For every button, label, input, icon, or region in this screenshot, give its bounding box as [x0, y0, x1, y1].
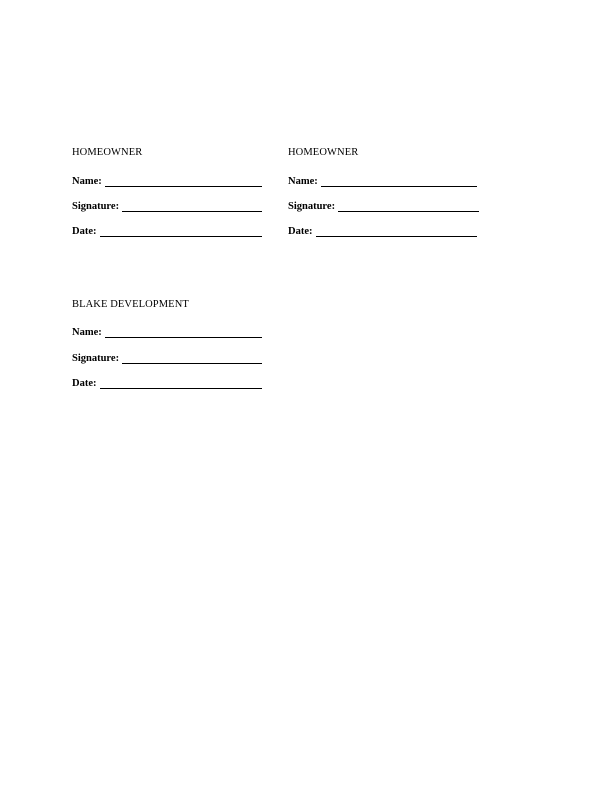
date-field[interactable] — [316, 225, 478, 237]
name-label: Name: — [288, 176, 318, 187]
name-label: Name: — [72, 176, 102, 187]
date-label: Date: — [72, 226, 97, 237]
signature-row — [72, 198, 262, 212]
name-row — [288, 173, 477, 187]
block-title: HOMEOWNER — [288, 147, 359, 158]
name-label: Name: — [72, 327, 102, 338]
homeowner-signature-block-2 — [288, 147, 479, 247]
date-row — [288, 223, 477, 237]
date-label: Date: — [72, 378, 97, 389]
name-field[interactable] — [105, 175, 262, 187]
signature-field[interactable] — [122, 200, 262, 212]
name-row — [72, 173, 262, 187]
signature-row — [72, 350, 262, 364]
signature-field[interactable] — [122, 352, 262, 364]
date-field[interactable] — [100, 377, 263, 389]
name-row — [72, 324, 262, 338]
homeowner-signature-block-1 — [72, 147, 262, 247]
block-title: BLAKE DEVELOPMENT — [72, 299, 189, 310]
signature-label: Signature: — [72, 353, 120, 364]
date-row — [72, 375, 262, 389]
signature-label: Signature: — [72, 201, 120, 212]
name-field[interactable] — [321, 175, 477, 187]
block-title: HOMEOWNER — [72, 147, 143, 158]
signature-label: Signature: — [288, 201, 336, 212]
date-label: Date: — [288, 226, 313, 237]
signature-field[interactable] — [338, 200, 479, 212]
date-row — [72, 223, 262, 237]
blake-development-signature-block — [72, 299, 262, 399]
date-field[interactable] — [100, 225, 263, 237]
signature-row — [288, 198, 479, 212]
name-field[interactable] — [105, 326, 262, 338]
